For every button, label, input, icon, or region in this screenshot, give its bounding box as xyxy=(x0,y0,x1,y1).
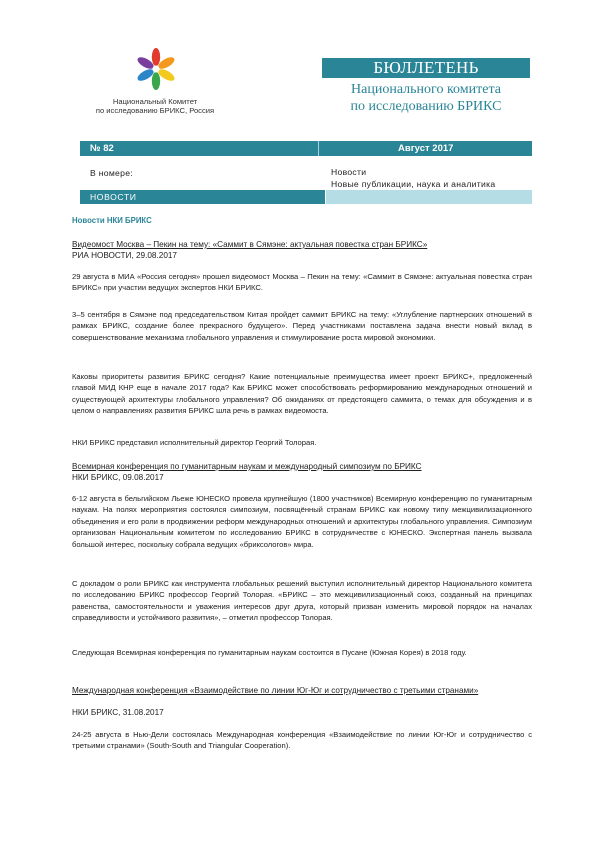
article-paragraph: 6-12 августа в бельгийском Льеже ЮНЕСКО провела крупнейшую (1800 участников) Всемирную конференцию по гуманитарным наукам. На полях мероприятия состоялся симпозиум, посвящённый странам БРИКС как новому типу межцивилизационного объединения и его роли в продвижении реформ международных отношений и архитектуры глобального управления. Симпозиум организован Национальным комитетом по исследованию БРИКС в сотрудничестве с ЮНЕСКО. Экспертная панель вызвала большой интерес, поскольку собрала ведущих «брикcологов» мира. xyxy=(72,494,532,549)
article-source: НКИ БРИКС, 31.08.2017 xyxy=(72,708,164,717)
logo-petal xyxy=(152,72,160,90)
article-title[interactable]: Всемирная конференция по гуманитарным наукам и международный симпозиум по БРИКС xyxy=(72,462,422,471)
article-source: РИА НОВОСТИ, 29.08.2017 xyxy=(72,251,177,260)
issue-bar xyxy=(80,141,532,156)
issue-bar-divider xyxy=(318,141,319,156)
logo-caption-line2: по исследованию БРИКС, Россия xyxy=(95,106,215,115)
section-title: НОВОСТИ xyxy=(90,192,137,202)
article-paragraph: 29 августа в МИА «Россия сегодня» прошел видеомост Москва – Пекин на тему: «Саммит в Сямэне: актуальная повестка стран БРИКС» при участии ведущих экспертов НКИ БРИКС. xyxy=(72,272,532,293)
issue-date: Август 2017 xyxy=(398,143,454,154)
article-paragraph: 3–5 сентября в Сямэне под председательством Китая пройдет саммит БРИКС на тему: «Углубление партнерских отношений в рамках БРИКС, создание более прекрасного будущего». Перед участниками поставлена задача внести новый вклад в совершенствование механизма глобального управления и стимулирование роста мировой экономики. xyxy=(72,310,532,342)
bulletin-subtitle-line1: Национального комитета xyxy=(351,82,501,97)
logo-caption-line1: Национальный Комитет xyxy=(112,97,198,106)
news-subheading: Новости НКИ БРИКС xyxy=(72,216,152,225)
section-bar-light xyxy=(326,190,532,204)
article-paragraph: Каковы приоритеты развития БРИКС сегодня? Какие потенциальные преимущества имеет проект БРИКС+, предложенный главой МИД КНР еще в начале 2017 года? Как БРИКС может способствовать реформированию международных отношений и существующей архитектуры глобального управления? Об ожиданиях от предстоящего саммита, о темах для обсуждения и в целом о направлениях развития БРИКС шла речь в рамках видеомоста. xyxy=(72,372,532,416)
bulletin-title-bar xyxy=(322,58,530,78)
article-paragraph: НКИ БРИКС представил исполнительный директор Георгий Толорая. xyxy=(72,438,317,447)
contents-item-news[interactable]: Новости xyxy=(331,167,367,177)
article-paragraph: Следующая Всемирная конференция по гуманитарным наукам состоится в Пусане (Южная Корея) в 2018 году. xyxy=(72,648,467,657)
brics-committee-logo xyxy=(128,45,184,95)
issue-number: № 82 xyxy=(90,143,114,154)
article-title[interactable]: Международная конференция «Взаимодействие по линии Юг-Юг и сотрудничество с третьими странами» xyxy=(72,686,479,695)
article-title[interactable]: Видеомост Москва – Пекин на тему: «Саммит в Сямэне: актуальная повестка стран БРИКС» xyxy=(72,240,428,249)
contents-item-publications[interactable]: Новые публикации, наука и аналитика xyxy=(331,179,496,189)
bulletin-title: БЮЛЛЕТЕНЬ xyxy=(373,58,479,77)
logo-petal xyxy=(152,48,160,66)
article-paragraph: 24-25 августа в Нью-Дели состоялась Международная конференция «Взаимодействие по линии Юг-Юг и сотрудничество с третьими странами» (South-South and Triangular Cooperation). xyxy=(72,730,532,751)
contents-label: В номере: xyxy=(90,168,133,178)
bulletin-subtitle-line2: по исследованию БРИКС xyxy=(350,99,502,114)
article-source: НКИ БРИКС, 09.08.2017 xyxy=(72,473,164,482)
article-paragraph: С докладом о роли БРИКС как инструмента глобальных решений выступил исполнительный директор Национального комитета по исследованию БРИКС профессор Георгий Толорая. «БРИКС – это межцивилизационный союз, созданный на принципах равенства, самостоятельности и уважения интересов друг друга, который призван изменить мировой порядок на началах справедливости и устойчивого развития», – отметил профессор Толорая. xyxy=(72,579,532,623)
